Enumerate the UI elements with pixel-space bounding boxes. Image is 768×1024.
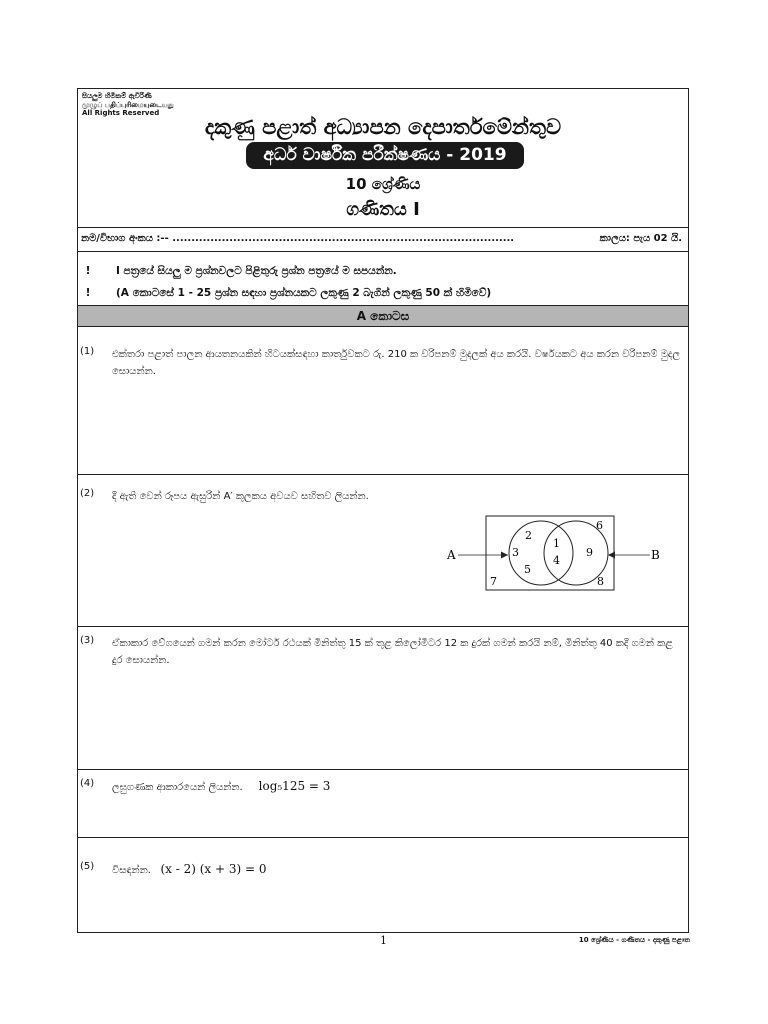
divider	[78, 227, 688, 228]
exam-banner: අර්ධ වාර්ෂික පරීක්ෂණය - 2019	[246, 142, 524, 169]
rights-line: முழுப் பதிப்புரிமையுடையது	[82, 100, 174, 109]
question-instruction: ලඝුගණක ආකාරයෙන් ලියන්න.	[112, 782, 243, 793]
question-number: (2)	[80, 488, 95, 499]
question-instruction: විසඳන්න.	[112, 865, 151, 876]
label-b: B	[651, 548, 660, 562]
element-a-only: 5	[524, 563, 531, 576]
label-a: A	[447, 548, 456, 562]
divider	[78, 474, 688, 475]
element-outside: 7	[490, 575, 497, 588]
footer-caption: 10 ශ්‍රේණිය - ගණිතය - දකුණු පළාත	[578, 936, 690, 944]
exam-paper	[77, 88, 689, 933]
question-number: (4)	[80, 778, 95, 789]
element-intersection: 1	[553, 537, 560, 550]
venn-diagram	[444, 515, 684, 595]
divider	[78, 837, 688, 838]
question-text: එක්තරා පළාත් පාලන ආයතනයකින් හිටයක්සඳහා කාර්තුවකට රු. 210 ක වරිපනම් මුදලක් අය කරයි. වර්ෂයකට අය කරන වරිපනම් මුදල සොයන්න.	[112, 349, 680, 377]
divider	[78, 626, 688, 627]
element-outside: 8	[597, 575, 604, 588]
rights-line: සියලුම හිමිකම් ඇවිරිණි	[82, 92, 152, 100]
question-text	[112, 778, 684, 796]
question-text	[112, 861, 684, 879]
page-number: 1	[380, 934, 387, 947]
question-number: (1)	[80, 346, 95, 357]
question-number: (3)	[80, 635, 95, 646]
question-text: ඒකාකාර වේගයෙන් ගමන් කරන මෝටර් රථයක් මිනිත්තු 15 ක් තුළ කිලෝමීටර 12 ක දුරක් ගමන් කරයි නම්, මිනිත්තු 40 කදී ගමන් කළ දුර සොයන්න.	[112, 638, 673, 666]
grade-label: 10 ශ්‍රේණිය	[345, 175, 421, 193]
question-text: දී ඇති වෙන් රූපය ඇසුරින් A′ කුලකය අවයව සහිතව ලියන්න.	[112, 491, 369, 502]
rights-line: All Rights Reserved	[82, 109, 160, 117]
section-a-header: A කොටස	[78, 305, 688, 327]
subject-title: ගණිතය I	[346, 199, 420, 220]
instruction-bullet: !	[85, 265, 91, 277]
instruction-bullet: !	[85, 287, 91, 299]
element-a-only: 3	[512, 546, 519, 559]
instruction-text: I පත්‍රයේ සියලු ම ප්‍රශ්නවලට පිළිතුරු ප්‍රශ්න පත්‍රයේ ම සපයන්න.	[116, 265, 397, 277]
arrow-a-head	[501, 552, 508, 559]
element-outside: 6	[596, 519, 603, 532]
time-allowed: කාලය: පැය 02 යි.	[599, 233, 682, 244]
divider	[78, 251, 688, 252]
question-number: (5)	[80, 861, 95, 872]
copyright-notice	[82, 92, 174, 118]
math-expression: (x - 2) (x + 3) = 0	[160, 862, 267, 876]
department-title: දකුණු පළාත් අධ්‍යාපන දෙපාර්තමේන්තුව	[204, 115, 562, 139]
name-index-field: නම/විභාග අංකය :-- ..........................................................................................	[81, 233, 515, 244]
divider	[78, 769, 688, 770]
math-expression: log₅125 = 3	[258, 779, 331, 793]
arrow-b-head	[608, 552, 615, 559]
element-intersection: 4	[553, 554, 560, 567]
instruction-text: (A කොටසේ 1 - 25 ප්‍රශ්න සඳහා ප්‍රශ්නයකට ලකුණු 2 බැගින් ලකුණු 50 ක් හිමිවේ)	[116, 287, 492, 299]
element-a-only: 2	[525, 529, 532, 542]
element-b-only: 9	[586, 546, 593, 559]
